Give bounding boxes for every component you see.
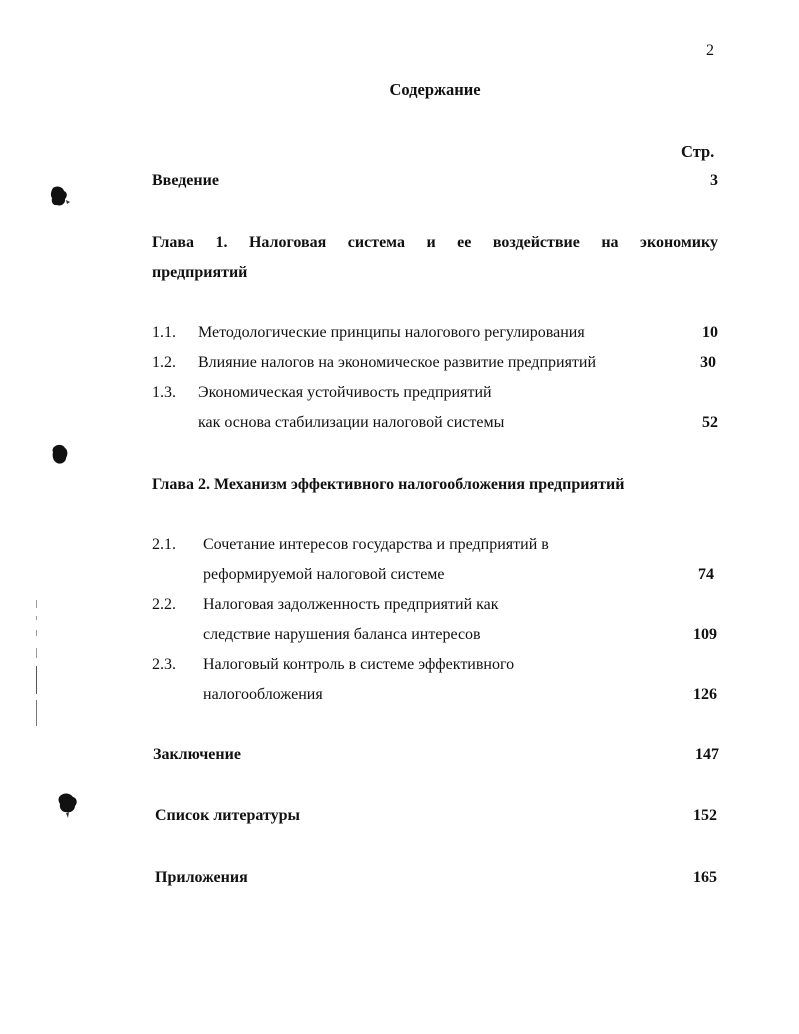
section-number: 1.2. bbox=[152, 354, 176, 371]
section-title: Сочетание интересов государства и предприятий в bbox=[203, 536, 549, 553]
section-number: 1.3. bbox=[152, 384, 176, 401]
punch-hole-blot bbox=[48, 184, 72, 210]
section-number: 2.1. bbox=[152, 536, 176, 553]
page-number: 2 bbox=[706, 42, 714, 59]
punch-hole-blot bbox=[50, 442, 72, 468]
section-title: Методологические принципы налогового регулирования bbox=[198, 324, 585, 341]
section-title: Экономическая устойчивость предприятий bbox=[198, 384, 492, 401]
section-page: 52 bbox=[702, 414, 718, 431]
toc-entry-label: Приложения bbox=[155, 869, 248, 886]
section-page: 30 bbox=[700, 354, 716, 371]
section-title: Влияние налогов на экономическое развитие предприятий bbox=[198, 354, 597, 371]
chapter-title-word: Налоговая bbox=[248, 234, 327, 251]
toc-entry-page: 165 bbox=[693, 869, 717, 886]
toc-entry-page: 3 bbox=[710, 172, 718, 189]
punch-hole-blot bbox=[56, 790, 82, 820]
chapter-title-word: ее bbox=[457, 234, 472, 251]
section-number: 2.3. bbox=[152, 656, 176, 673]
section-page: 126 bbox=[693, 686, 717, 703]
chapter-title-word: Глава bbox=[152, 234, 194, 251]
scan-artifact-mark bbox=[36, 600, 37, 608]
section-page: 109 bbox=[693, 626, 717, 643]
chapter-title-word: и bbox=[426, 234, 436, 251]
section-page: 74 bbox=[698, 566, 714, 583]
toc-entry-label: Список литературы bbox=[155, 807, 300, 824]
toc-entry-page: 152 bbox=[693, 807, 717, 824]
page-column-header: Стр. bbox=[681, 142, 715, 161]
chapter-title-word: на bbox=[601, 234, 619, 251]
toc-entry-label: Введение bbox=[152, 172, 219, 189]
scan-artifact-mark bbox=[36, 648, 37, 658]
chapter-title-word: экономику bbox=[640, 234, 718, 251]
page-title: Содержание bbox=[389, 80, 481, 99]
chapter-title-word: воздействие bbox=[492, 234, 580, 251]
section-title-continuation: как основа стабилизации налоговой системы bbox=[198, 414, 505, 431]
section-title-continuation: реформируемой налоговой системе bbox=[203, 566, 445, 583]
chapter-title-continuation: предприятий bbox=[152, 264, 248, 281]
chapter-title bbox=[152, 234, 718, 252]
section-title-continuation: налогообложения bbox=[203, 686, 323, 703]
section-title-continuation: следствие нарушения баланса интересов bbox=[203, 626, 481, 643]
section-title: Налоговая задолженность предприятий как bbox=[203, 596, 499, 613]
section-number: 2.2. bbox=[152, 596, 176, 613]
toc-entry-label: Заключение bbox=[153, 746, 241, 763]
scan-artifact-mark bbox=[36, 700, 37, 726]
section-page: 10 bbox=[702, 324, 718, 341]
chapter-title-word: 1. bbox=[215, 234, 228, 251]
section-title: Налоговый контроль в системе эффективного bbox=[203, 656, 515, 673]
toc-entry-page: 147 bbox=[695, 746, 719, 763]
section-number: 1.1. bbox=[152, 324, 176, 341]
chapter-title-word: система bbox=[347, 234, 405, 251]
scan-artifact-mark bbox=[36, 630, 37, 636]
chapter-title: Глава 2. Механизм эффективного налогообложения предприятий bbox=[152, 476, 625, 493]
scan-artifact-mark bbox=[36, 616, 37, 620]
scan-artifact-mark bbox=[36, 666, 37, 694]
